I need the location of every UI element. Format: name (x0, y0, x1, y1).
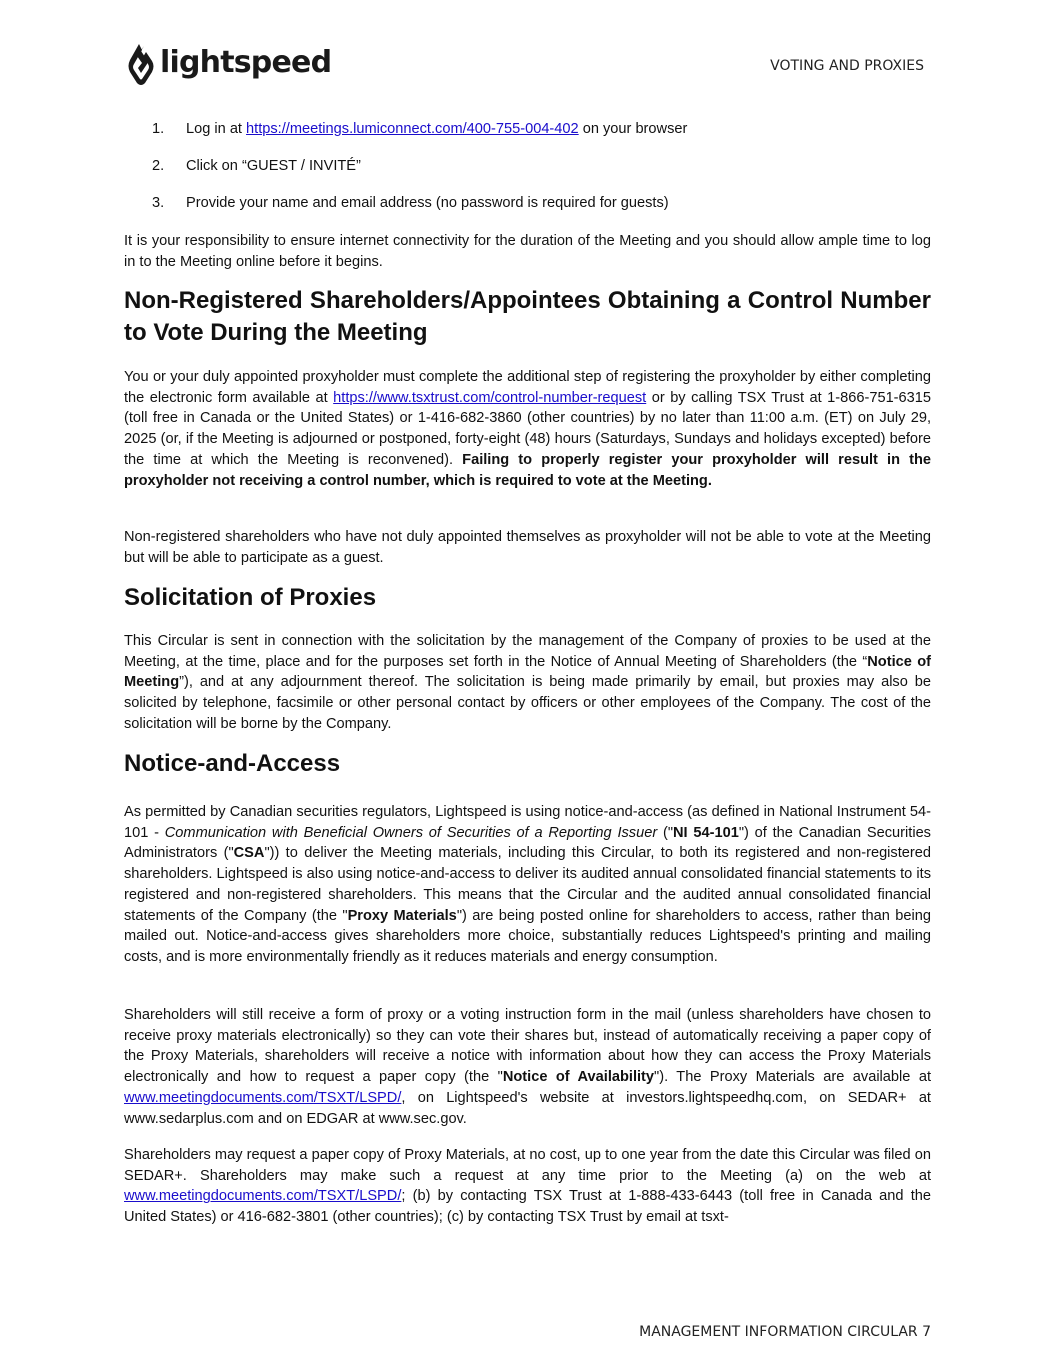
meetingdocuments-link[interactable]: www.meetingdocuments.com/TSXT/LSPD/ (124, 1089, 402, 1106)
notice-access-paragraph-1: As permitted by Canadian securities regulators, Lightspeed is using notice-and-access (as defined in National Instrument 54-101 - Communication with Beneficial Owners of Securities of a Reporting Issuer ("NI 54-101") of the Canadian Securities Administrators ("CSA")) to deliver the Meeting materials, including this Circular, to both its registered and non-registered shareholders. Lightspeed is also using notice-and-access to deliver its audited annual consolidated financial statements to its registered and non-registered shareholders. This means that the Circular and the audited annual consolidated financial statements of the Company (the "Proxy Materials") are being posted online for shareholders to access, rather than being mailed out. Notice-and-access gives shareholders more choice, substantially reduces Lightspeed's printing and mailing costs, and is more environmentally friendly as it reduces materials and energy consumption. (124, 804, 931, 965)
logo-wordmark: lightspeed (160, 44, 332, 80)
step-text: Click on “GUEST / INVITÉ” (186, 158, 361, 174)
step-number: 3. (152, 195, 165, 211)
notice-access-paragraph-3: Shareholders may request a paper copy of Proxy Materials, at no cost, up to one year from the date this Circular was filed on SEDAR+. Shareholders may make such a request at any time prior to the Meeting (a) on the web at www.meetingdocuments.com/TSXT/LSPD/; (b) by contacting TSX Trust at 1-888-433-6443 (toll free in Canada and the United States) or 416-682-3801 (other countries); (c) by contacting TSX Trust by email at tsxt- (124, 1147, 931, 1226)
heading-control-number: Non-Registered Shareholders/Appointees Obtaining a Control Number to Vote During the Meeting (124, 287, 931, 346)
meetingdocuments-link-2[interactable]: www.meetingdocuments.com/TSXT/LSPD/ (124, 1188, 402, 1205)
page-footer: MANAGEMENT INFORMATION CIRCULAR 7 (639, 1324, 931, 1340)
step-number: 1. (152, 121, 165, 137)
tsxtrust-control-number-link[interactable]: https://www.tsxtrust.com/control-number-request (333, 389, 647, 406)
login-steps-list (152, 121, 687, 141)
list-item (152, 158, 361, 178)
step-text: Provide your name and email address (no password is required for guests) (186, 195, 669, 211)
section-title: VOTING AND PROXIES (770, 58, 924, 74)
heading-notice-and-access: Notice-and-Access (124, 750, 341, 777)
step-text: Log in at https://meetings.lumiconnect.com/400-755-004-402 on your browser (186, 121, 688, 137)
list-item (152, 121, 687, 141)
login-steps-list-2 (152, 158, 361, 178)
intro-paragraph: It is your responsibility to ensure internet connectivity for the duration of the Meeting and you should allow ample time to log in to the Meeting online before it begins. (124, 233, 931, 270)
solicitation-paragraph: This Circular is sent in connection with the solicitation by the management of the Company of proxies to be used at the Meeting, at the time, place and for the purposes set forth in the Notice of Annual Meeting of Shareholders (the “Notice of Meeting”), and at any adjournment thereof. The solicitation is being made primarily by email, but proxies may also be solicited by telephone, facsimile or other personal contact by officers or other employees of the Company. The cost of the solicitation will be borne by the Company. (124, 633, 931, 732)
notice-access-paragraph-2: Shareholders will still receive a form of proxy or a voting instruction form in the mail (unless shareholders have chosen to receive proxy materials electronically) so they can vote their shares but, instead of automatically receiving a paper copy of the Proxy Materials, shareholders will receive a notice with information about how they can access the Proxy Materials electronically and how to request a paper copy (the "Notice of Availability"). The Proxy Materials are available at www.meetingdocuments.com/TSXT/LSPD/, on Lightspeed's website at investors.lightspeedhq.com, on SEDAR+ at www.sedarplus.com and on EDGAR at www.sec.gov. (124, 1007, 931, 1127)
step-number: 2. (152, 158, 165, 174)
list-item (152, 195, 669, 215)
lightspeed-flame-icon (126, 42, 156, 86)
heading-solicitation: Solicitation of Proxies (124, 584, 377, 611)
lightspeed-logo (126, 42, 331, 86)
lumiconnect-link[interactable]: https://meetings.lumiconnect.com/400-755-004-402 (246, 121, 579, 137)
login-steps-list-3 (152, 195, 669, 215)
guest-participation-paragraph: Non-registered shareholders who have not duly appointed themselves as proxyholder will not be able to vote at the Meeting but will be able to participate as a guest. (124, 529, 931, 566)
control-number-paragraph: You or your duly appointed proxyholder must complete the additional step of registering the proxyholder by either completing the electronic form available at https://www.tsxtrust.com/control-number-request or by calling TSX Trust at 1-866-751-6315 (toll free in Canada or the United States) or 1-416-682-3860 (other countries) by no later than 11:00 a.m. (ET) on July 29, 2025 (or, if the Meeting is adjourned or postponed, forty-eight (48) hours (Saturdays, Sundays and holidays excepted) before the time at which the Meeting is reconvened). Failing to properly register your proxyholder will result in the proxyholder not receiving a control number, which is required to vote at the Meeting. (124, 369, 932, 489)
